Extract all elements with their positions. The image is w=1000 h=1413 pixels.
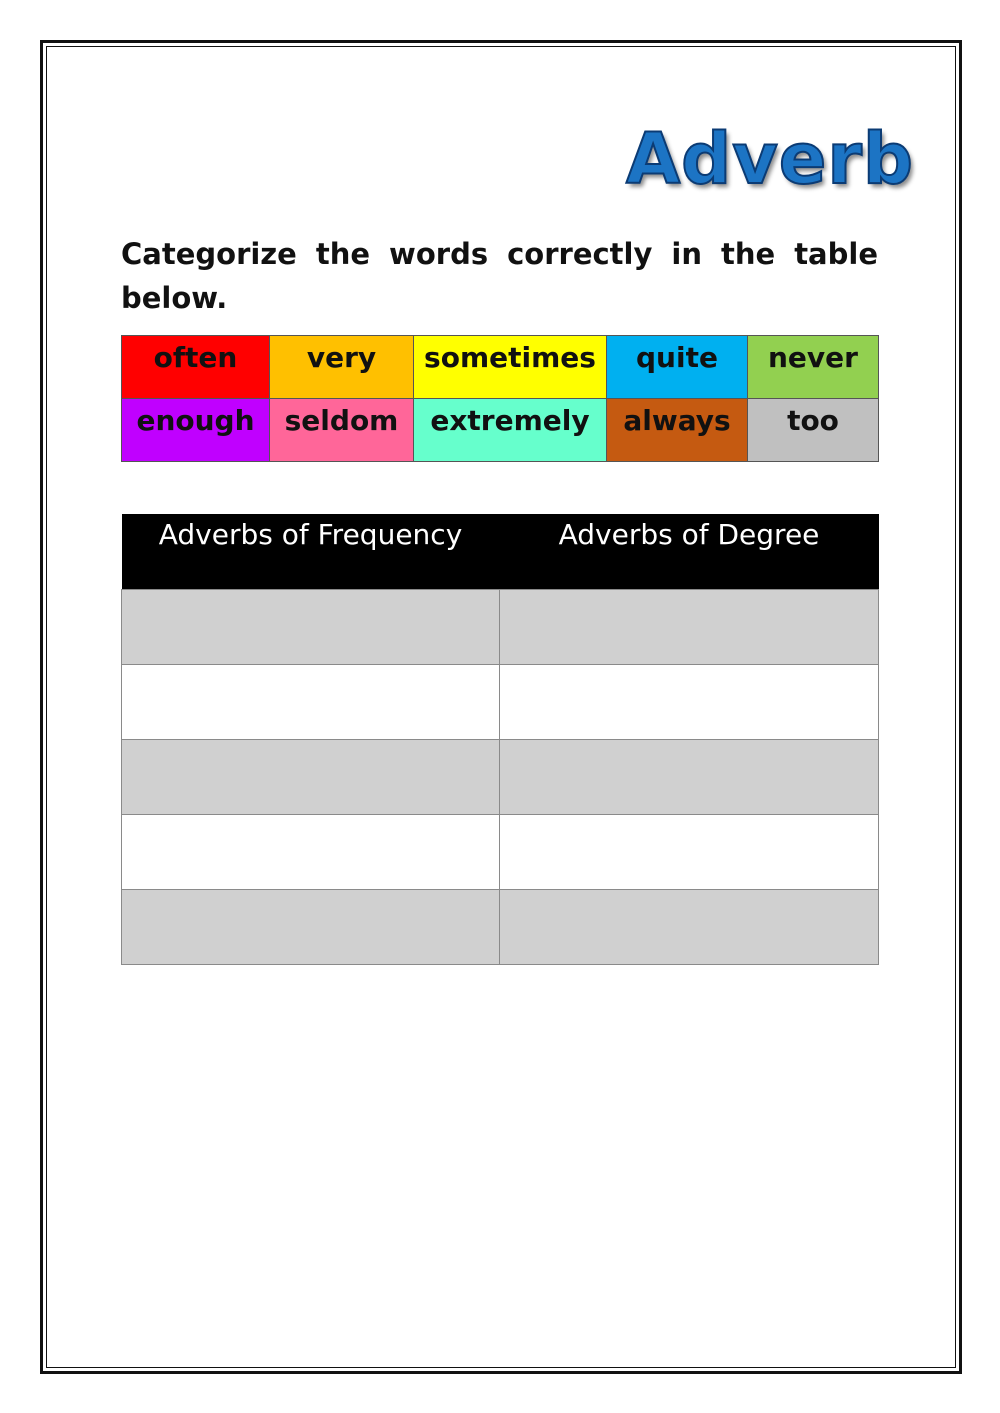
degree-drop-cell[interactable]	[500, 890, 879, 965]
word-card-very[interactable]: very	[270, 336, 414, 399]
answer-table	[121, 514, 879, 965]
word-card-enough[interactable]: enough	[122, 399, 270, 462]
frequency-drop-cell[interactable]	[122, 665, 500, 740]
word-bank-table	[121, 335, 879, 462]
table-row	[122, 890, 879, 965]
header-adverbs-of-frequency: Adverbs of Frequency	[122, 514, 500, 590]
word-card-often[interactable]: often	[122, 336, 270, 399]
table-row	[122, 590, 879, 665]
degree-drop-cell[interactable]	[500, 665, 879, 740]
word-card-sometimes[interactable]: sometimes	[414, 336, 607, 399]
word-card-never[interactable]: never	[748, 336, 879, 399]
degree-drop-cell[interactable]	[500, 590, 879, 665]
frequency-drop-cell[interactable]	[122, 815, 500, 890]
table-row	[122, 740, 879, 815]
word-card-seldom[interactable]: seldom	[270, 399, 414, 462]
word-card-quite[interactable]: quite	[607, 336, 748, 399]
table-row	[122, 665, 879, 740]
answer-table-header	[122, 514, 879, 590]
degree-drop-cell[interactable]	[500, 815, 879, 890]
worksheet-title: Adverb	[625, 118, 914, 200]
instructions-text: Categorize the words correctly in the table below.	[121, 237, 878, 315]
frequency-drop-cell[interactable]	[122, 890, 500, 965]
word-bank-row	[122, 336, 879, 399]
frequency-drop-cell[interactable]	[122, 740, 500, 815]
header-adverbs-of-degree: Adverbs of Degree	[500, 514, 879, 590]
word-card-extremely[interactable]: extremely	[414, 399, 607, 462]
word-bank-row	[122, 399, 879, 462]
degree-drop-cell[interactable]	[500, 740, 879, 815]
table-row	[122, 815, 879, 890]
frequency-drop-cell[interactable]	[122, 590, 500, 665]
word-card-always[interactable]: always	[607, 399, 748, 462]
word-card-too[interactable]: too	[748, 399, 879, 462]
